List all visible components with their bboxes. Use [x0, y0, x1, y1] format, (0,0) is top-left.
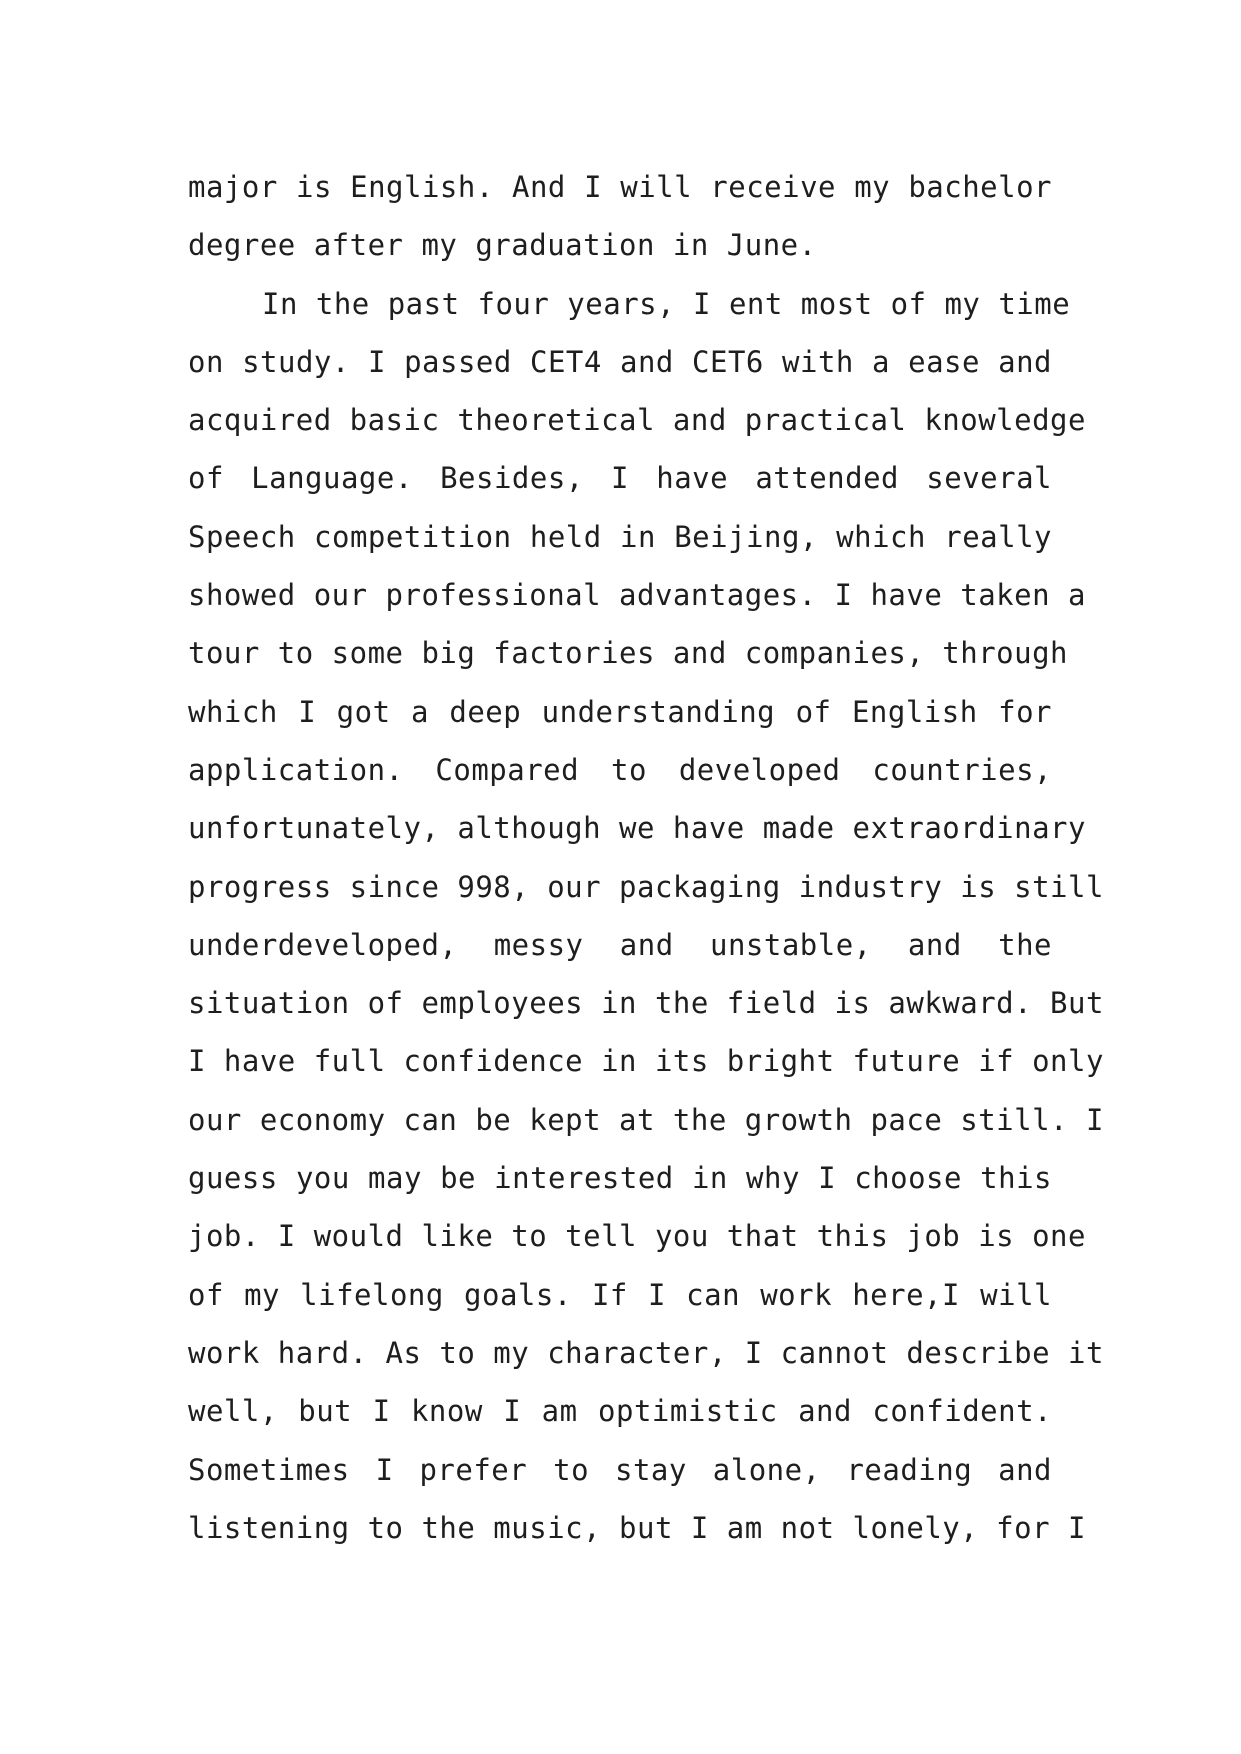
text-line: listening to the music, but I am not lonely, for I — [188, 1510, 1086, 1545]
text-line: well, but I know I am optimistic and confident. — [188, 1394, 1052, 1429]
text-line: of Language. Besides, I have attended several — [188, 461, 1052, 496]
text-line: I have full confidence in its bright future if only — [188, 1044, 1104, 1079]
text-line: situation of employees in the field is awkward. But — [188, 986, 1104, 1021]
text-line: showed our professional advantages. I have taken a — [188, 578, 1086, 613]
text-line: degree after my graduation in June. — [188, 228, 817, 263]
text-line: tour to some big factories and companies, through — [188, 636, 1069, 671]
text-line: work hard. As to my character, I cannot describe it — [188, 1335, 1104, 1370]
text-line: job. I would like to tell you that this job is one — [188, 1219, 1086, 1254]
text-line: acquired basic theoretical and practical knowledge — [188, 403, 1086, 438]
text-line: guess you may be interested in why I choose this — [188, 1161, 1052, 1196]
text-line: underdeveloped, messy and unstable, and the — [188, 927, 1052, 962]
text-line: application. Compared to developed countries, — [188, 752, 1052, 787]
paragraph-first-line: In the past four years, I ent most of my time — [262, 286, 1071, 321]
text-line: Speech competition held in Beijing, which really — [188, 519, 1052, 554]
text-line: Sometimes I prefer to stay alone, reading and — [188, 1452, 1052, 1487]
text-line: major is English. And I will receive my bachelor — [188, 170, 1052, 204]
body-text — [188, 158, 1104, 1557]
text-line: of my lifelong goals. If I can work here,I will — [188, 1277, 1052, 1312]
text-line: progress since 998, our packaging industry is still — [188, 869, 1104, 904]
text-line: on study. I passed CET4 and CET6 with a ease and — [188, 344, 1052, 379]
text-line: which I got a deep understanding of English for — [188, 694, 1052, 729]
text-line: unfortunately, although we have made extraordinary — [188, 811, 1086, 846]
text-line: our economy can be kept at the growth pace still. I — [188, 1102, 1104, 1137]
